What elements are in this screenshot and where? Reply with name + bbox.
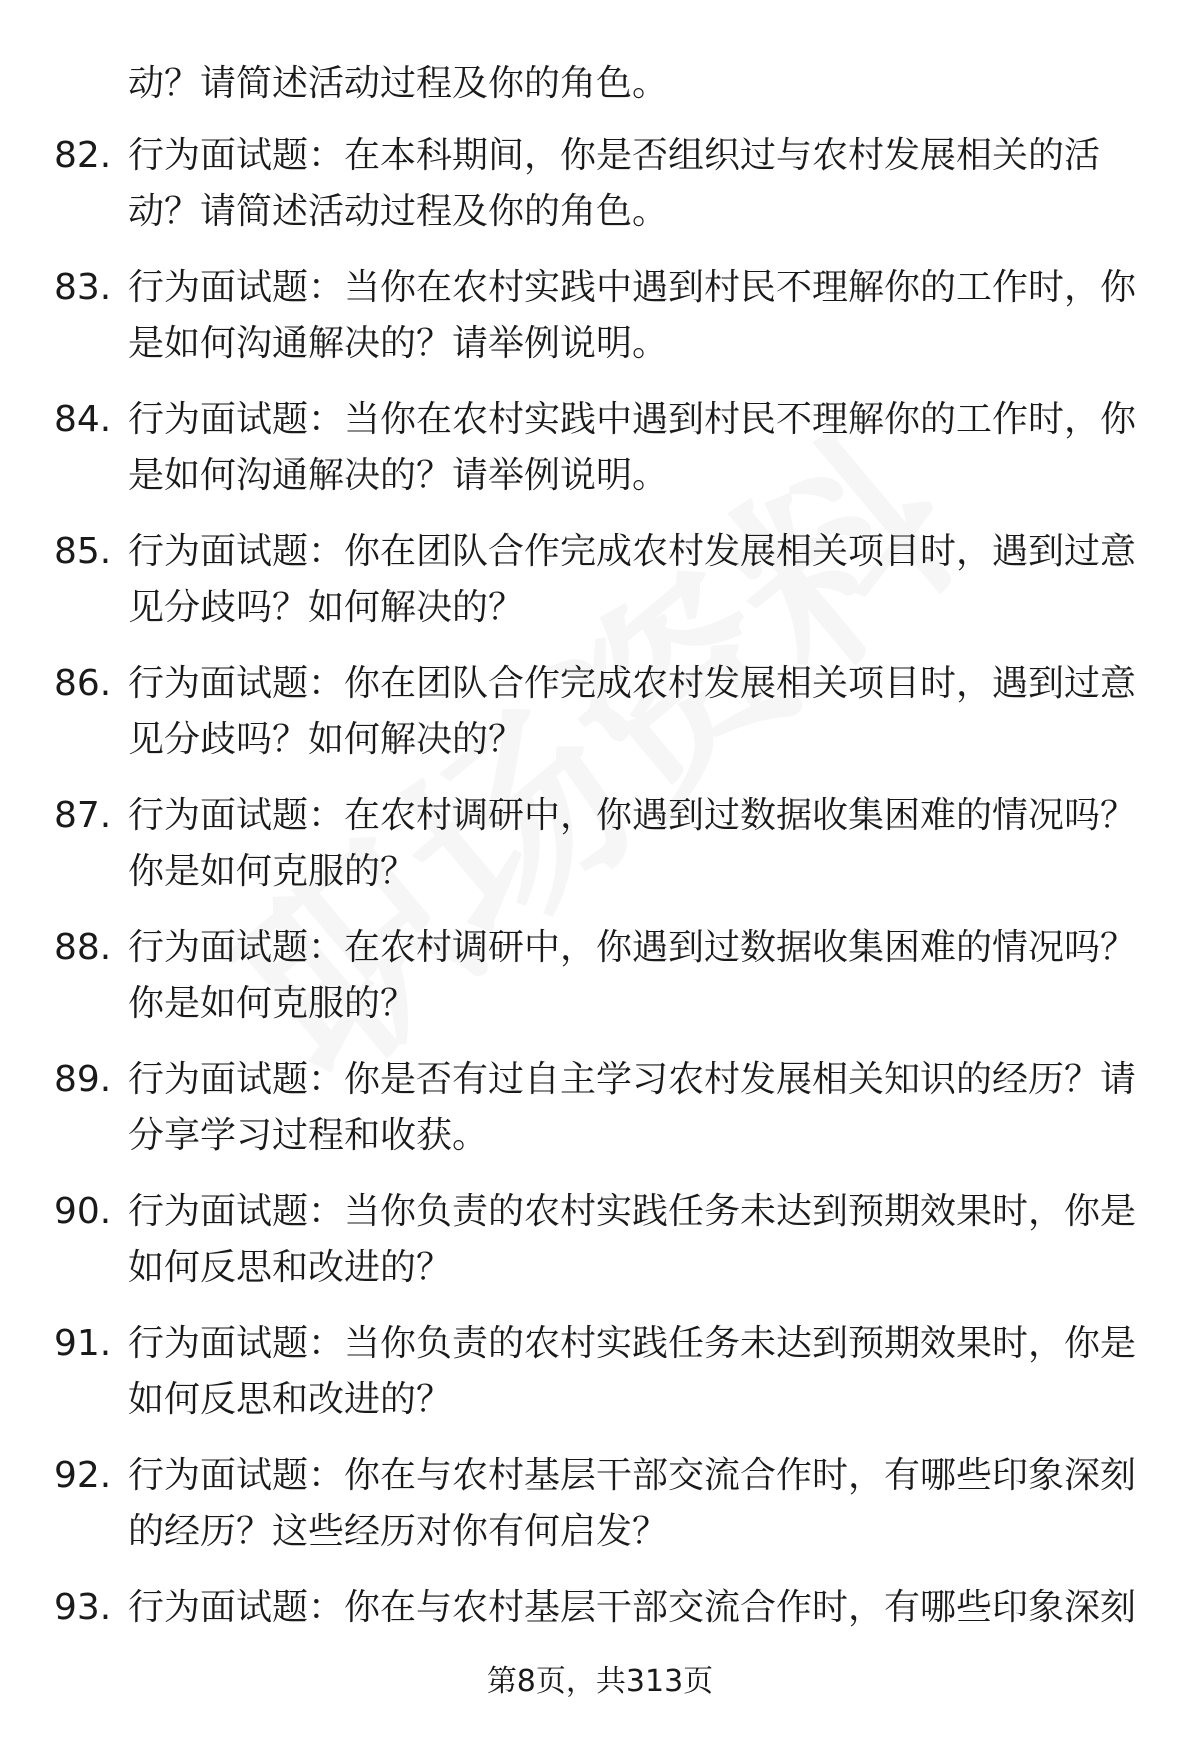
- item-text: 行为面试题：当你在农村实践中遇到村民不理解你的工作时，你是如何沟通解决的？请举例说明。: [128, 267, 1137, 364]
- item-text: 行为面试题：当你负责的农村实践任务未达到预期效果时，你是如何反思和改进的？: [128, 1191, 1137, 1288]
- item-number: 90.: [54, 1191, 112, 1232]
- item-number: 84.: [54, 399, 112, 440]
- list-item: [0, 1184, 1200, 1316]
- item-text: 行为面试题：在农村调研中，你遇到过数据收集困难的情况吗？你是如何克服的？: [128, 795, 1137, 892]
- item-text: 行为面试题：你在团队合作完成农村发展相关项目时，遇到过意见分歧吗？如何解决的？: [128, 663, 1137, 760]
- list-item: [0, 920, 1200, 1052]
- continuation-text: 动？请简述活动过程及你的角色。: [128, 63, 669, 104]
- item-number: 86.: [54, 663, 112, 704]
- list-item: [0, 788, 1200, 920]
- list-item: [0, 1316, 1200, 1448]
- item-number: 88.: [54, 927, 112, 968]
- page-footer: 第8页，共313页: [486, 1664, 714, 1699]
- item-number: 93.: [54, 1587, 112, 1628]
- list-item: [0, 656, 1200, 788]
- item-text: 行为面试题：你在与农村基层干部交流合作时，有哪些印象深刻: [128, 1587, 1137, 1628]
- list-item: [0, 128, 1200, 260]
- item-number: 82.: [54, 135, 112, 176]
- question-list: [0, 128, 1200, 1712]
- item-text: 行为面试题：在农村调研中，你遇到过数据收集困难的情况吗？你是如何克服的？: [128, 927, 1137, 1024]
- item-text: 行为面试题：你在与农村基层干部交流合作时，有哪些印象深刻的经历？这些经历对你有何启发？: [128, 1455, 1137, 1552]
- item-number: 85.: [54, 531, 112, 572]
- item-text: 行为面试题：当你负责的农村实践任务未达到预期效果时，你是如何反思和改进的？: [128, 1323, 1137, 1420]
- list-item: [0, 392, 1200, 524]
- list-item: [0, 524, 1200, 656]
- list-item: [0, 260, 1200, 392]
- item-text: 行为面试题：你在团队合作完成农村发展相关项目时，遇到过意见分歧吗？如何解决的？: [128, 531, 1137, 628]
- item-text: 行为面试题：在本科期间，你是否组织过与农村发展相关的活动？请简述活动过程及你的角色。: [128, 135, 1101, 232]
- item-number: 83.: [54, 267, 112, 308]
- list-item: [0, 1448, 1200, 1580]
- item-number: 91.: [54, 1323, 112, 1364]
- list-item: [0, 1052, 1200, 1184]
- item-number: 87.: [54, 795, 112, 836]
- item-number: 89.: [54, 1059, 112, 1100]
- item-text: 行为面试题：你是否有过自主学习农村发展相关知识的经历？请分享学习过程和收获。: [128, 1059, 1137, 1156]
- item-text: 行为面试题：当你在农村实践中遇到村民不理解你的工作时，你是如何沟通解决的？请举例说明。: [128, 399, 1137, 496]
- item-number: 92.: [54, 1455, 112, 1496]
